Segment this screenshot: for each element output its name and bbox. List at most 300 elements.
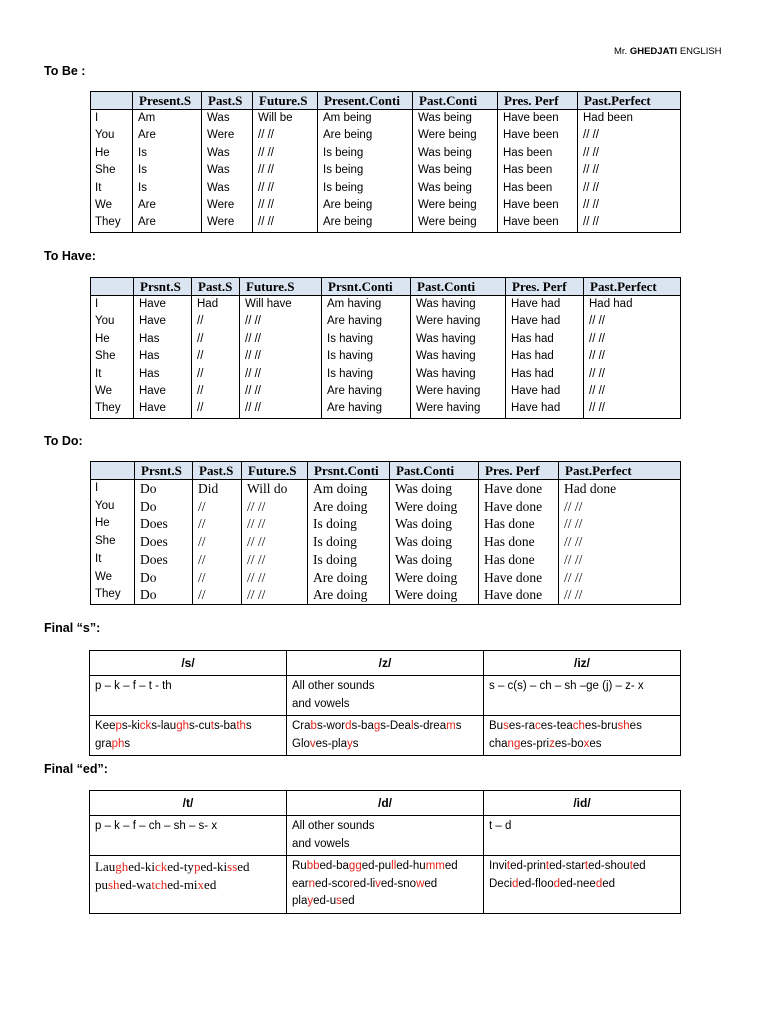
pronoun-cell: It: [91, 366, 134, 383]
highlighted-ending: gh: [115, 859, 129, 874]
example-text: es cha: [489, 720, 642, 750]
example-text: s-drea: [413, 720, 447, 732]
verb-form-cell: Has been: [498, 145, 578, 162]
pronoun-cell: I: [91, 296, 134, 314]
verb-form-cell: Has had: [506, 366, 584, 383]
verb-form-cell: // //: [559, 586, 681, 604]
highlighted-ending: p: [115, 720, 122, 732]
verb-form-cell: // //: [240, 331, 322, 348]
verb-form-cell: Does: [135, 551, 193, 569]
final-s-heading: Final “s”:: [44, 621, 101, 635]
verb-form-cell: // //: [584, 348, 681, 365]
verb-form-cell: Does: [135, 515, 193, 533]
pronoun-cell: She: [91, 348, 134, 365]
example-text: es-tea: [540, 720, 573, 732]
verb-form-cell: Is doing: [308, 515, 390, 533]
highlighted-ending: x: [197, 876, 205, 892]
highlighted-ending: c: [535, 720, 541, 732]
verb-form-cell: Are doing: [308, 569, 390, 587]
verb-form-cell: // //: [578, 162, 681, 179]
verb-form-cell: // //: [253, 180, 318, 197]
example-text: s gra: [95, 720, 252, 750]
verb-form-cell: Were being: [413, 127, 498, 144]
sounds-cell: All other sounds and vowels: [287, 816, 484, 856]
verb-form-cell: // //: [559, 515, 681, 533]
example-text: ed pla: [292, 877, 438, 907]
verb-form-cell: Are being: [318, 127, 413, 144]
verb-form-cell: //: [193, 533, 242, 551]
verb-form-cell: Is being: [318, 145, 413, 162]
sound-header: /t/: [90, 791, 287, 816]
highlighted-ending: v: [375, 877, 381, 890]
sound-header: /s/: [90, 651, 287, 676]
verb-form-cell: Will be: [253, 110, 318, 128]
page-header: [614, 46, 722, 57]
verb-form-cell: Is: [133, 162, 202, 179]
pronoun-cell: They: [91, 400, 134, 418]
verb-form-cell: Is having: [322, 331, 411, 348]
verb-form-cell: // //: [253, 197, 318, 214]
example-text: Bu: [489, 720, 504, 732]
verb-form-cell: Was being: [413, 110, 498, 128]
verb-form-cell: //: [193, 551, 242, 569]
verb-form-cell: Have: [134, 296, 192, 314]
highlighted-ending: s: [336, 895, 342, 907]
verb-form-cell: Has: [134, 331, 192, 348]
highlighted-ending: t: [210, 720, 214, 732]
example-text: s Glo: [292, 720, 462, 750]
verb-form-cell: Was doing: [390, 551, 479, 569]
examples-cell: [90, 856, 287, 914]
verb-form-cell: Will do: [242, 480, 308, 498]
verb-form-cell: Am having: [322, 296, 411, 314]
highlighted-ending: r: [349, 877, 354, 890]
verb-form-cell: Had had: [584, 296, 681, 314]
pronoun-cell: You: [91, 498, 135, 516]
verb-form-cell: Were having: [411, 383, 506, 400]
example-text: ed-ki: [128, 859, 155, 874]
verb-form-cell: // //: [584, 313, 681, 330]
table-row: [91, 348, 681, 365]
highlighted-ending: b: [310, 720, 317, 732]
highlighted-ending: sh: [108, 876, 120, 892]
table-row: [91, 480, 681, 498]
table-row: [91, 400, 681, 418]
verb-form-cell: Has: [134, 348, 192, 365]
highlighted-ending: g: [373, 720, 381, 732]
examples-cell: [484, 856, 681, 914]
highlighted-ending: mm: [425, 860, 445, 872]
verb-form-cell: Is being: [318, 162, 413, 179]
verb-form-cell: Was having: [411, 331, 506, 348]
highlighted-ending: ck: [154, 859, 168, 874]
pronoun-cell: They: [91, 586, 135, 604]
verb-form-cell: Is having: [322, 366, 411, 383]
column-header: Future.S: [242, 462, 308, 480]
verb-form-cell: Was having: [411, 296, 506, 314]
verb-form-cell: //: [193, 498, 242, 516]
verb-form-cell: Has done: [479, 551, 559, 569]
highlighted-ending: bb: [306, 860, 320, 872]
verb-form-cell: Are being: [318, 197, 413, 214]
verb-form-cell: Were: [202, 197, 253, 214]
sounds-row: [90, 676, 681, 716]
verb-form-cell: Are doing: [308, 498, 390, 516]
example-text: es-pla: [315, 737, 347, 750]
example-text: ed-pu: [361, 860, 392, 872]
example-text: s-Dea: [380, 720, 411, 732]
highlighted-ending: x: [583, 737, 590, 750]
highlighted-ending: w: [416, 877, 425, 890]
verb-form-cell: Has had: [506, 331, 584, 348]
pronoun-cell: We: [91, 569, 135, 587]
verb-form-cell: Is: [133, 145, 202, 162]
verb-form-cell: Are having: [322, 383, 411, 400]
sounds-cell: s – c(s) – ch – sh –ge (j) – z- x: [484, 676, 681, 716]
highlighted-ending: t: [506, 860, 511, 872]
verb-form-cell: //: [192, 313, 240, 330]
example-text: ed-ty: [167, 859, 194, 874]
column-header: [91, 278, 134, 296]
table-row: [91, 586, 681, 604]
verb-form-cell: Was doing: [390, 533, 479, 551]
example-text: ed-hu: [396, 860, 426, 872]
verb-form-cell: // //: [240, 400, 322, 418]
pronoun-cell: We: [91, 383, 134, 400]
verb-form-cell: //: [193, 515, 242, 533]
column-header: Pres. Perf: [479, 462, 559, 480]
sound-header: /z/: [287, 651, 484, 676]
final-ed-heading: Final “ed”:: [44, 762, 108, 776]
verb-form-cell: // //: [253, 127, 318, 144]
verb-form-cell: Have done: [479, 586, 559, 604]
verb-form-cell: Do: [135, 498, 193, 516]
verb-form-cell: Have had: [506, 296, 584, 314]
verb-form-cell: // //: [240, 348, 322, 365]
table-row: [91, 515, 681, 533]
verb-form-cell: Were: [202, 214, 253, 232]
table-row: [91, 313, 681, 330]
column-header: Past.Perfect: [584, 278, 681, 296]
column-header: Pres. Perf: [506, 278, 584, 296]
verb-form-cell: Were: [202, 127, 253, 144]
highlighted-ending: t: [545, 860, 550, 872]
verb-form-cell: Was doing: [390, 515, 479, 533]
verb-form-cell: Are: [133, 197, 202, 214]
sound-header: /id/: [484, 791, 681, 816]
verb-form-cell: Have done: [479, 569, 559, 587]
example-text: ed-ki: [200, 859, 228, 874]
verb-form-cell: Has done: [479, 533, 559, 551]
example-text: ed-shou: [588, 860, 630, 872]
to-have-heading: To Have:: [44, 249, 96, 263]
verb-form-cell: Does: [135, 533, 193, 551]
verb-form-cell: Was: [202, 180, 253, 197]
verb-form-cell: Has done: [479, 515, 559, 533]
verb-form-cell: Were having: [411, 313, 506, 330]
verb-form-cell: //: [192, 400, 240, 418]
pronoun-cell: She: [91, 162, 133, 179]
table-row: [91, 180, 681, 197]
column-header: Present.S: [133, 92, 202, 110]
highlighted-ending: d: [512, 877, 519, 890]
verb-form-cell: Have: [134, 383, 192, 400]
verb-form-cell: Was: [202, 162, 253, 179]
highlighted-ending: ph: [111, 737, 125, 750]
highlighted-ending: t: [584, 860, 589, 872]
highlighted-ending: s: [503, 720, 509, 732]
column-header: Past.Perfect: [578, 92, 681, 110]
example-text: ed-sco: [315, 877, 350, 890]
verb-form-cell: // //: [559, 569, 681, 587]
verb-form-cell: Is: [133, 180, 202, 197]
highlighted-ending: gh: [176, 720, 189, 732]
verb-form-cell: Has been: [498, 180, 578, 197]
verb-form-cell: Was having: [411, 366, 506, 383]
verb-form-cell: // //: [559, 551, 681, 569]
pronoun-cell: It: [91, 180, 133, 197]
verb-form-cell: Was being: [413, 162, 498, 179]
highlighted-ending: p: [193, 859, 201, 874]
verb-form-cell: // //: [578, 127, 681, 144]
table-row: [91, 162, 681, 179]
verb-form-cell: Are having: [322, 313, 411, 330]
example-text: ed ear: [292, 860, 458, 890]
verb-form-cell: Is having: [322, 348, 411, 365]
verb-form-cell: Is being: [318, 180, 413, 197]
example-text: s-cu: [189, 720, 211, 732]
table-row: [91, 533, 681, 551]
verb-form-cell: Have: [134, 313, 192, 330]
table-row: [91, 551, 681, 569]
verb-form-cell: Is doing: [308, 533, 390, 551]
verb-form-cell: Are being: [318, 214, 413, 232]
verb-form-cell: // //: [240, 366, 322, 383]
verb-form-cell: // //: [253, 214, 318, 232]
example-text: ed-floo: [518, 877, 554, 890]
example-text: s-ba: [351, 720, 374, 732]
verb-form-cell: Have done: [479, 498, 559, 516]
verb-form-cell: Was being: [413, 180, 498, 197]
example-text: ed Deci: [489, 860, 646, 890]
to-do-heading: To Do:: [44, 434, 83, 448]
verb-form-cell: // //: [240, 313, 322, 330]
column-header: Future.S: [240, 278, 322, 296]
example-text: s: [352, 737, 359, 750]
verb-form-cell: //: [192, 383, 240, 400]
verb-form-cell: Do: [135, 586, 193, 604]
example-text: s-wor: [316, 720, 346, 732]
table-row: [91, 214, 681, 232]
verb-form-cell: Had done: [559, 480, 681, 498]
highlighted-ending: ng: [507, 737, 521, 750]
highlighted-ending: m: [446, 720, 456, 732]
example-text: es-ra: [508, 720, 536, 732]
example-text: ed pu: [95, 859, 250, 892]
highlighted-ending: ll: [391, 860, 397, 872]
verb-form-cell: Are having: [322, 400, 411, 418]
example-text: ed-li: [353, 877, 376, 890]
column-header: Past.Conti: [411, 278, 506, 296]
pronoun-cell: He: [91, 331, 134, 348]
table-row: [91, 127, 681, 144]
highlighted-ending: ck: [139, 720, 152, 732]
highlighted-ending: v: [309, 737, 316, 750]
verb-form-cell: // //: [242, 533, 308, 551]
example-text: ed-ba: [319, 860, 349, 872]
table-row: [91, 331, 681, 348]
table-row: [91, 145, 681, 162]
column-header: Past.S: [192, 278, 240, 296]
verb-form-cell: // //: [578, 197, 681, 214]
verb-form-cell: Have done: [479, 480, 559, 498]
example-text: s-ki: [121, 720, 140, 732]
column-header: Prsnt.S: [135, 462, 193, 480]
example-text: es-bru: [584, 720, 618, 732]
verb-form-cell: //: [192, 331, 240, 348]
example-text: ed-wa: [119, 876, 152, 892]
verb-form-cell: Have: [134, 400, 192, 418]
verb-form-cell: // //: [584, 400, 681, 418]
example-text: ed: [602, 877, 616, 890]
verb-form-cell: //: [193, 586, 242, 604]
verb-form-cell: Have had: [506, 313, 584, 330]
highlighted-ending: n: [308, 877, 316, 890]
example-text: ed-nee: [560, 877, 596, 890]
verb-form-cell: Do: [135, 480, 193, 498]
example-text: ed-u: [313, 895, 337, 907]
column-header: Prsnt.S: [134, 278, 192, 296]
verb-form-cell: Is doing: [308, 551, 390, 569]
verb-form-cell: Have been: [498, 127, 578, 144]
column-header: Present.Conti: [318, 92, 413, 110]
highlighted-ending: y: [307, 895, 314, 907]
example-text: ed: [204, 876, 217, 892]
verb-form-cell: // //: [578, 180, 681, 197]
highlighted-ending: z: [549, 737, 555, 750]
verb-form-cell: Were having: [411, 400, 506, 418]
examples-row: [90, 716, 681, 756]
verb-form-cell: Was doing: [390, 480, 479, 498]
final-ed-table: [89, 790, 681, 914]
table-row: [91, 383, 681, 400]
highlighted-ending: ss: [227, 859, 238, 874]
column-header: [91, 92, 133, 110]
example-text: Invi: [489, 860, 507, 872]
verb-form-cell: // //: [578, 214, 681, 232]
column-header: Past.Conti: [413, 92, 498, 110]
verb-form-cell: // //: [578, 145, 681, 162]
examples-cell: [287, 856, 484, 914]
verb-form-cell: // //: [242, 498, 308, 516]
examples-cell: [287, 716, 484, 756]
pronoun-cell: He: [91, 145, 133, 162]
verb-form-cell: Has: [134, 366, 192, 383]
verb-form-cell: Were doing: [390, 569, 479, 587]
pronoun-cell: He: [91, 515, 135, 533]
verb-form-cell: Have had: [506, 383, 584, 400]
highlighted-ending: t: [629, 860, 633, 872]
highlighted-ending: d: [595, 877, 603, 890]
verb-form-cell: Am doing: [308, 480, 390, 498]
highlighted-ending: d: [345, 720, 352, 732]
verb-form-cell: Were being: [413, 214, 498, 232]
column-header: Pres. Perf: [498, 92, 578, 110]
example-text: es-bo: [554, 737, 584, 750]
column-header: [91, 462, 135, 480]
highlighted-ending: ch: [572, 720, 585, 732]
verb-form-cell: Did: [193, 480, 242, 498]
sound-header: /iz/: [484, 651, 681, 676]
highlighted-ending: y: [346, 737, 353, 750]
example-text: s-ba: [213, 720, 237, 732]
column-header: Future.S: [253, 92, 318, 110]
table-row: [91, 366, 681, 383]
verb-form-cell: // //: [253, 145, 318, 162]
verb-form-cell: Was being: [413, 145, 498, 162]
examples-cell: [484, 716, 681, 756]
to-be-table: [90, 91, 681, 233]
highlighted-ending: l: [410, 720, 414, 732]
verb-form-cell: // //: [584, 331, 681, 348]
verb-form-cell: Am being: [318, 110, 413, 128]
examples-cell: [90, 716, 287, 756]
sounds-row: [90, 816, 681, 856]
example-text: Lau: [95, 859, 116, 874]
to-be-heading: To Be :: [44, 64, 86, 78]
table-row: [91, 296, 681, 314]
verb-form-cell: Are doing: [308, 586, 390, 604]
examples-row: [90, 856, 681, 914]
verb-form-cell: Had: [192, 296, 240, 314]
column-header: Past.Perfect: [559, 462, 681, 480]
verb-form-cell: // //: [242, 551, 308, 569]
verb-form-cell: //: [192, 348, 240, 365]
verb-form-cell: // //: [584, 366, 681, 383]
verb-form-cell: Do: [135, 569, 193, 587]
highlighted-ending: gg: [348, 860, 362, 872]
sounds-cell: All other sounds and vowels: [287, 676, 484, 716]
highlighted-ending: d: [553, 877, 560, 890]
highlighted-ending: tch: [151, 876, 168, 892]
table-row: [91, 197, 681, 214]
verb-form-cell: // //: [242, 569, 308, 587]
verb-form-cell: // //: [240, 383, 322, 400]
verb-form-cell: // //: [559, 533, 681, 551]
column-header: Past.Conti: [390, 462, 479, 480]
verb-form-cell: Have had: [506, 400, 584, 418]
verb-form-cell: Will have: [240, 296, 322, 314]
verb-form-cell: Was having: [411, 348, 506, 365]
final-s-table: [89, 650, 681, 756]
header-prefix: Mr.: [614, 46, 630, 57]
pronoun-cell: You: [91, 313, 134, 330]
column-header: Prsnt.Conti: [308, 462, 390, 480]
example-text: ed: [341, 895, 355, 907]
column-header: Prsnt.Conti: [322, 278, 411, 296]
example-text: Ru: [292, 860, 307, 872]
verb-form-cell: // //: [242, 586, 308, 604]
verb-form-cell: Are: [133, 214, 202, 232]
pronoun-cell: We: [91, 197, 133, 214]
verb-form-cell: Has been: [498, 162, 578, 179]
pronoun-cell: I: [91, 480, 135, 498]
pronoun-cell: They: [91, 214, 133, 232]
sounds-cell: p – k – f – ch – sh – s- x: [90, 816, 287, 856]
pronoun-cell: You: [91, 127, 133, 144]
example-text: ed-mi: [167, 876, 198, 892]
to-have-table: [90, 277, 681, 419]
